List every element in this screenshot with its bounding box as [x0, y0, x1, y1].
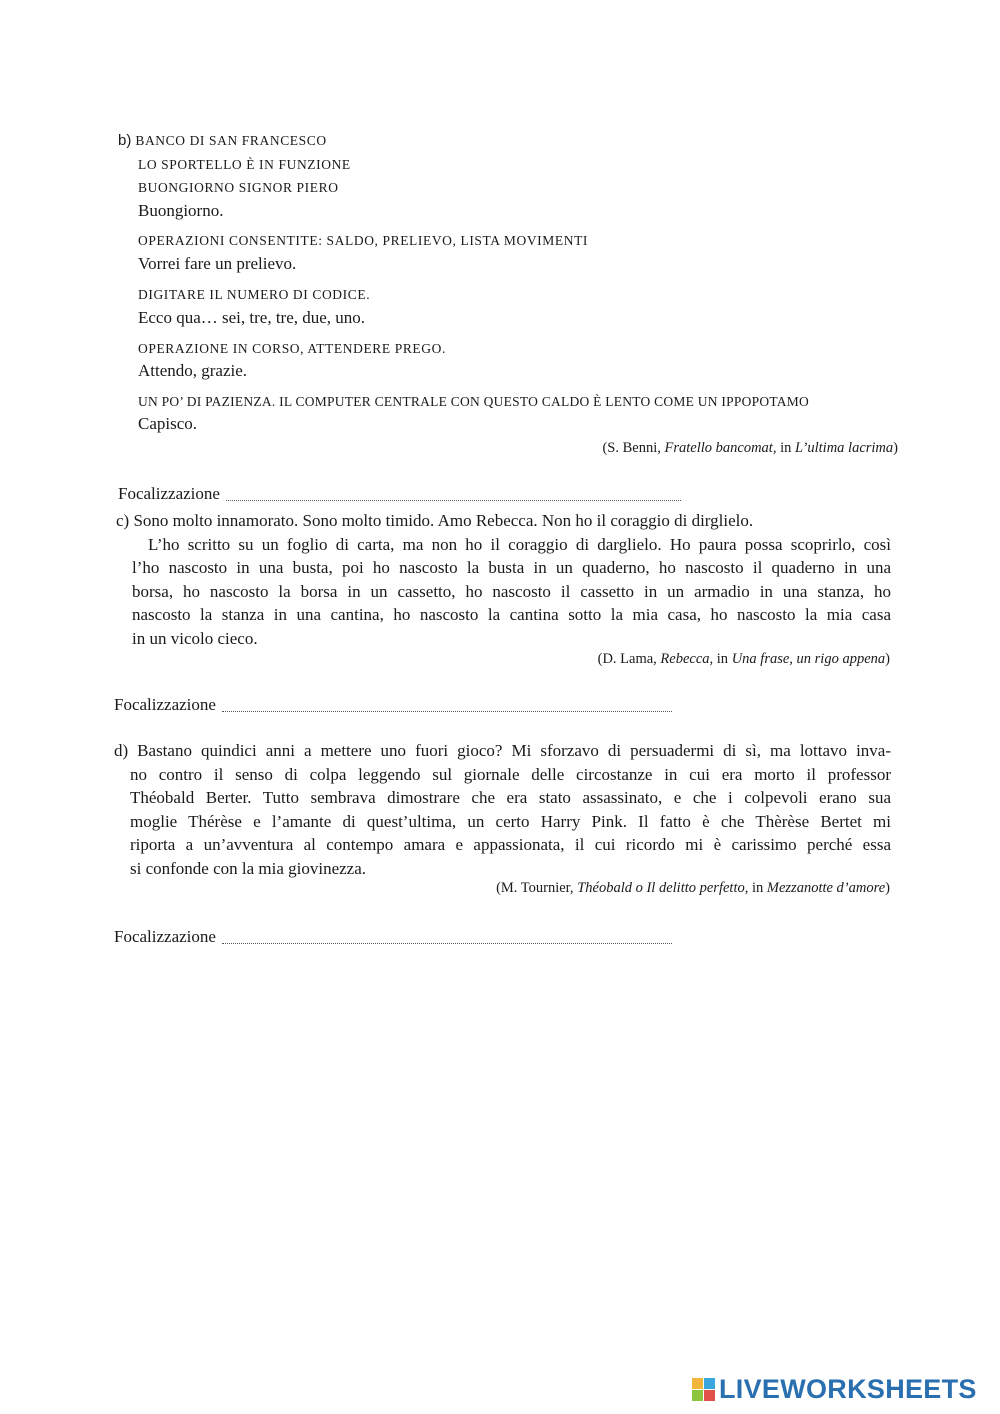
section-b-heading: BANCO DI SAN FRANCESCO	[135, 133, 327, 148]
paragraph-line: borsa, ho nascosto la borsa in un cassetto, ho nascosto il cassetto in un armadio in una stanza, ho	[132, 581, 891, 601]
atm-screen-line: BUONGIORNO SIGNOR PIERO	[138, 180, 339, 195]
paragraph-line: Théobald Berter. Tutto sembrava dimostrare che era stato assassinato, e che i colpevoli erano sua	[130, 788, 891, 807]
customer-reply: Buongiorno.	[138, 201, 224, 220]
paragraph-line: l’ho nascosto in una busta, poi ho nascosto la busta in un quaderno, ho nascosto il quaderno in una	[132, 558, 891, 577]
logo-square	[692, 1390, 703, 1401]
customer-reply: Vorrei fare un prelievo.	[138, 254, 297, 273]
section-c	[116, 509, 891, 650]
atm-screen-line: OPERAZIONI CONSENTITE: SALDO, PRELIEVO, LISTA MOVIMENTI	[138, 233, 589, 248]
section-d	[114, 739, 891, 880]
customer-reply: Attendo, grazie.	[138, 361, 248, 380]
customer-reply: Ecco qua… sei, tre, tre, due, uno.	[138, 308, 366, 327]
atm-screen-line: UN PO’ DI PAZIENZA. IL COMPUTER CENTRALE CON QUESTO CALDO È LENTO COME UN IPPOPOTAMO	[138, 394, 810, 409]
customer-reply: Capisco.	[138, 414, 198, 433]
citation-b: (S. Benni, Fratello bancomat, in L’ultima lacrima)	[602, 440, 898, 456]
paragraph-line: moglie Thérèse e l’amante di quest’ultima, un certo Harry Pink. Il fatto è che Thèrèse Bertet mi	[130, 811, 891, 831]
atm-screen-line: OPERAZIONE IN CORSO, ATTENDERE PREGO.	[138, 341, 446, 356]
paragraph-line: d) Bastano quindici anni a mettere uno fuori gioco? Mi sforzavo di persuadermi di sì, ma lottavo inva-	[114, 741, 891, 760]
answer-blank-1[interactable]	[226, 499, 681, 501]
section-b-heading-row	[118, 132, 327, 150]
answer-blank-2[interactable]	[222, 710, 672, 712]
logo-square	[704, 1378, 715, 1389]
focalizzazione-field-3	[114, 927, 672, 947]
focalizzazione-label: Focalizzazione	[114, 695, 216, 714]
paragraph-line: no contro il senso di colpa leggendo sul giornale delle circostanze in cui era morto il professor	[130, 764, 891, 784]
paragraph-line: in un vicolo cieco.	[132, 628, 258, 648]
liveworksheets-logo-icon	[692, 1378, 715, 1401]
atm-screen-line: DIGITARE IL NUMERO DI CODICE.	[138, 287, 371, 302]
citation-d: (M. Tournier, Théobald o Il delitto perfetto, in Mezzanotte d’amore)	[496, 880, 890, 896]
liveworksheets-logo-text: LIVEWORKSHEETS	[719, 1374, 977, 1404]
answer-blank-3[interactable]	[222, 942, 672, 944]
citation-c: (D. Lama, Rebecca, in Una frase, un rigo appena)	[597, 651, 890, 667]
paragraph-line: si confonde con la mia giovinezza.	[130, 858, 367, 878]
paragraph-line: nascosto la stanza in una cantina, ho nascosto la cantina sotto la mia casa, ho nascosto la mia casa	[132, 605, 891, 624]
paragraph-line: riporta a un’avventura al contempo amara e appassionata, il cui ricordo mi è carissimo perché essa	[130, 835, 891, 854]
focalizzazione-label: Focalizzazione	[118, 484, 220, 503]
logo-square	[704, 1390, 715, 1401]
focalizzazione-field-1	[118, 484, 681, 504]
section-b-label: b)	[118, 132, 132, 149]
atm-screen-line: LO SPORTELLO È IN FUNZIONE	[138, 157, 351, 172]
focalizzazione-field-2	[114, 695, 672, 715]
liveworksheets-logo	[692, 1374, 977, 1405]
paragraph-line: L’ho scritto su un foglio di carta, ma non ho il coraggio di darglielo. Ho paura possa scoprirlo, così	[148, 534, 891, 554]
logo-square	[692, 1378, 703, 1389]
focalizzazione-label: Focalizzazione	[114, 927, 216, 946]
paragraph-line: c) Sono molto innamorato. Sono molto timido. Amo Rebecca. Non ho il coraggio di dirglielo.	[116, 511, 754, 530]
